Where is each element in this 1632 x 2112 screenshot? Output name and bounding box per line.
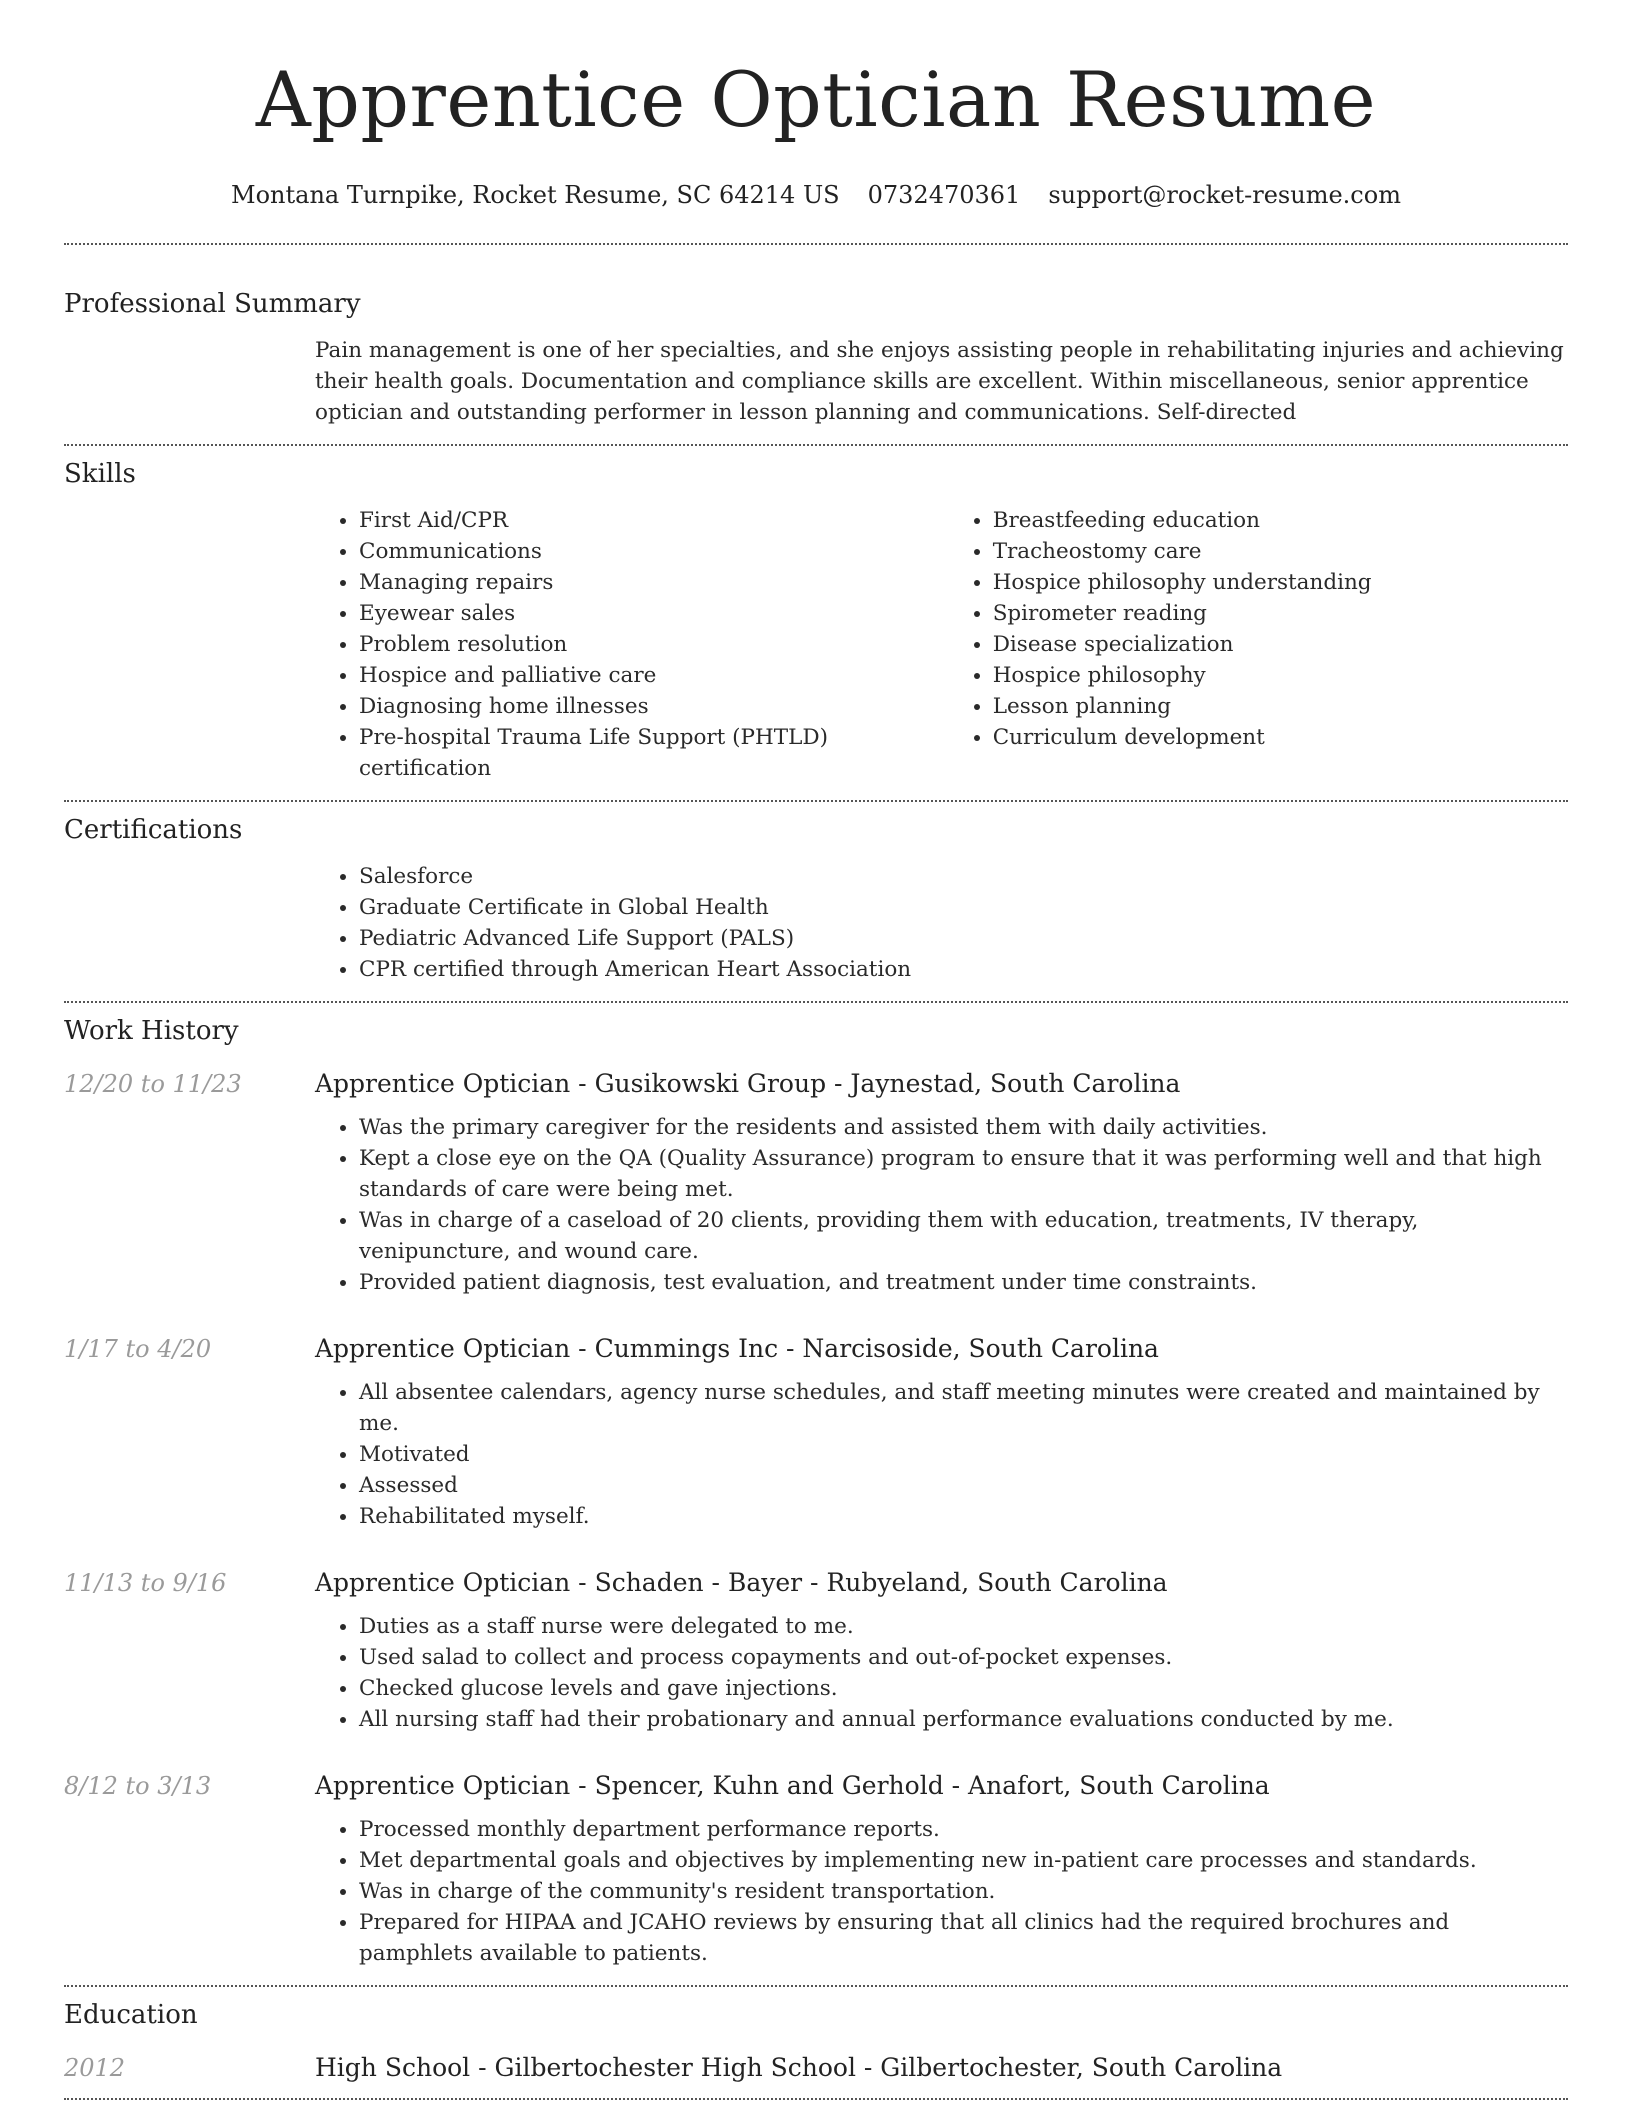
job-date: 1/17 to 4/20	[64, 1335, 212, 1363]
list-item: • All absentee calendars, agency nurse schedules, and staff meeting minutes were created and maintained by me.	[359, 1377, 1568, 1439]
list-item: • Disease specialization	[993, 629, 1568, 660]
list-item: • Breastfeeding education	[993, 505, 1568, 536]
list-item: • Eyewear sales	[359, 598, 949, 629]
divider	[64, 2098, 1568, 2100]
divider	[64, 1985, 1568, 1987]
certifications-list	[315, 861, 1568, 985]
contact-email[interactable]: support@rocket-resume.com	[1048, 181, 1401, 209]
list-item: • Was in charge of the community's resident transportation.	[359, 1876, 1568, 1907]
list-item: • Processed monthly department performance reports.	[359, 1814, 1568, 1845]
certifications-heading: Certifications	[64, 815, 243, 845]
list-item: • Prepared for HIPAA and JCAHO reviews by ensuring that all clinics had the required brochures and pamphlets available to patients.	[359, 1907, 1568, 1969]
skills-section	[64, 456, 1568, 784]
contact-line	[64, 180, 1568, 210]
list-item: • Used salad to collect and process copayments and out-of-pocket expenses.	[359, 1642, 1568, 1673]
skills-grid	[315, 505, 1568, 784]
job-bullets	[315, 1611, 1568, 1735]
job-header	[64, 1069, 1568, 1098]
list-item: • Problem resolution	[359, 629, 949, 660]
job-header	[64, 1334, 1568, 1363]
list-item: • First Aid/CPR	[359, 505, 949, 536]
job-title: Apprentice Optician - Cummings Inc - Narcisoside, South Carolina	[315, 1334, 1159, 1363]
job-header	[64, 1771, 1568, 1800]
list-item: • Graduate Certificate in Global Health	[359, 892, 1568, 923]
education-header	[64, 2053, 1568, 2082]
work-history-heading: Work History	[64, 1016, 239, 1046]
job-bullets	[315, 1112, 1568, 1298]
resume-page	[64, 0, 1568, 2100]
list-item: • Rehabilitated myself.	[359, 1501, 1568, 1532]
contact-phone: 0732470361	[867, 181, 1021, 209]
list-item: • Duties as a staff nurse were delegated to me.	[359, 1611, 1568, 1642]
job-entry	[64, 1069, 1568, 1298]
list-item: • Managing repairs	[359, 567, 949, 598]
list-item: • Met departmental goals and objectives by implementing new in-patient care processes and standards.	[359, 1845, 1568, 1876]
divider	[64, 243, 1568, 245]
job-date: 8/12 to 3/13	[64, 1772, 212, 1800]
certifications-body	[315, 861, 1568, 985]
job-bullets	[315, 1814, 1568, 1969]
list-item: • Kept a close eye on the QA (Quality Assurance) program to ensure that it was performing well and that high standards of care were being met.	[359, 1143, 1568, 1205]
list-item: • Salesforce	[359, 861, 1568, 892]
job-entry	[64, 1568, 1568, 1735]
list-item: • Hospice philosophy understanding	[993, 567, 1568, 598]
certifications-section	[64, 812, 1568, 985]
list-item: • Was in charge of a caseload of 20 clients, providing them with education, treatments, IV therapy, venipuncture, and wound care.	[359, 1205, 1568, 1267]
divider	[64, 1001, 1568, 1003]
list-item: • Diagnosing home illnesses	[359, 691, 949, 722]
job-date: 12/20 to 11/23	[64, 1070, 242, 1098]
list-item: • Spirometer reading	[993, 598, 1568, 629]
list-item: • All nursing staff had their probationary and annual performance evaluations conducted by me.	[359, 1704, 1568, 1735]
list-item: • Assessed	[359, 1470, 1568, 1501]
list-item: • Hospice philosophy	[993, 660, 1568, 691]
divider	[64, 444, 1568, 446]
job-bullets	[315, 1377, 1568, 1532]
education-entry	[64, 2053, 1568, 2082]
divider	[64, 800, 1568, 802]
summary-heading: Professional Summary	[64, 289, 361, 319]
list-item: • Was the primary caregiver for the residents and assisted them with daily activities.	[359, 1112, 1568, 1143]
summary-text: Pain management is one of her specialties, and she enjoys assisting people in rehabilitating injuries and achieving their health goals. Documentation and compliance skills are excellent. Within miscellaneous, senior apprentice optician and outstanding performer in lesson planning and communications. Self-directed	[315, 338, 1564, 425]
job-entry	[64, 1771, 1568, 1969]
list-item: • Lesson planning	[993, 691, 1568, 722]
education-heading: Education	[64, 2000, 198, 2030]
work-history-section	[64, 1013, 1568, 1969]
education-title: High School - Gilbertochester High School - Gilbertochester, South Carolina	[315, 2053, 1283, 2082]
list-item: • Hospice and palliative care	[359, 660, 949, 691]
job-title: Apprentice Optician - Schaden - Bayer - Rubyeland, South Carolina	[315, 1568, 1168, 1597]
skills-list-left	[315, 505, 949, 784]
list-item: • Tracheostomy care	[993, 536, 1568, 567]
summary-section	[64, 286, 1568, 428]
education-section	[64, 1997, 1568, 2082]
list-item: • Checked glucose levels and gave injections.	[359, 1673, 1568, 1704]
job-title: Apprentice Optician - Spencer, Kuhn and Gerhold - Anafort, South Carolina	[315, 1771, 1270, 1800]
skills-list-right	[949, 505, 1568, 784]
list-item: • Motivated	[359, 1439, 1568, 1470]
resume-title: Apprentice Optician Resume	[255, 55, 1377, 144]
list-item: • Provided patient diagnosis, test evaluation, and treatment under time constraints.	[359, 1267, 1568, 1298]
list-item: • Pediatric Advanced Life Support (PALS)	[359, 923, 1568, 954]
job-title: Apprentice Optician - Gusikowski Group - Jaynestad, South Carolina	[315, 1069, 1181, 1098]
skills-heading: Skills	[64, 459, 136, 489]
list-item: • CPR certified through American Heart Association	[359, 954, 1568, 985]
list-item: • Communications	[359, 536, 949, 567]
job-entry	[64, 1334, 1568, 1532]
job-header	[64, 1568, 1568, 1597]
list-item: • Curriculum development	[993, 722, 1568, 753]
contact-address: Montana Turnpike, Rocket Resume, SC 64214 US	[231, 181, 840, 209]
list-item: • Pre-hospital Trauma Life Support (PHTLD) certification	[359, 722, 949, 784]
education-date: 2012	[64, 2054, 126, 2082]
job-date: 11/13 to 9/16	[64, 1569, 227, 1597]
